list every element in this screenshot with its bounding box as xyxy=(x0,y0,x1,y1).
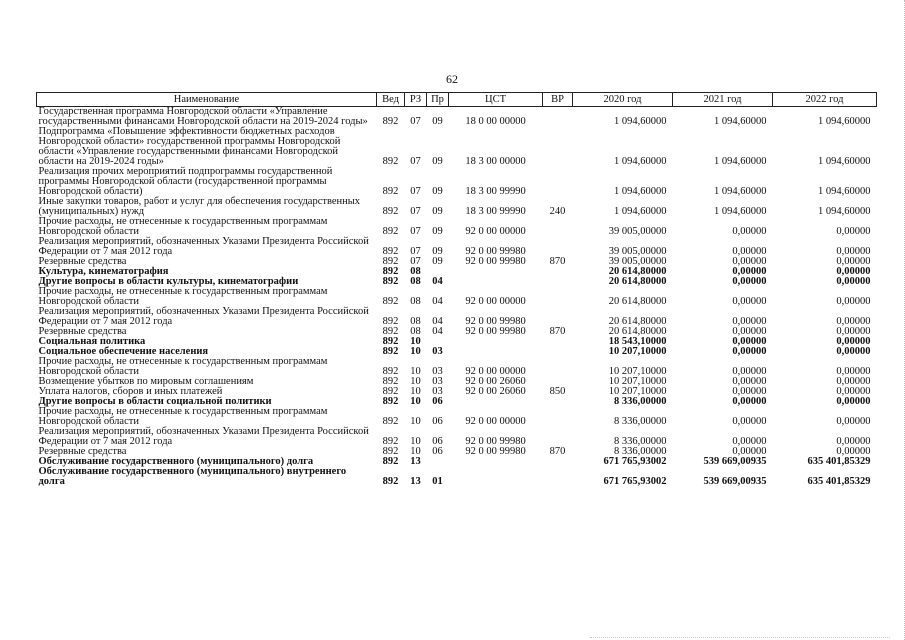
cell-vr: 870 xyxy=(549,256,566,267)
cell-vr: 240 xyxy=(549,206,566,217)
cell-ved: 892 xyxy=(382,116,399,127)
table-row xyxy=(37,127,877,167)
cell-ved: 892 xyxy=(382,276,399,287)
cell-cst xyxy=(449,457,543,467)
cell-ved: 892 xyxy=(382,436,399,447)
cell-name: Возмещение убытков по мировым соглашениям xyxy=(38,376,254,387)
cell-pr: 09 xyxy=(432,226,443,237)
cell-2022: 0,00000 xyxy=(836,266,871,277)
cell-cst: 92 0 00 00000 xyxy=(465,416,526,427)
cell-cst: 18 3 00 99990 xyxy=(465,186,526,197)
cell-2021: 1 094,60000 xyxy=(714,206,767,217)
cell-cst: 92 0 00 26060 xyxy=(465,376,526,387)
cell-cst: 18 0 00 00000 xyxy=(465,116,526,127)
cell-2022: 1 094,60000 xyxy=(818,156,871,167)
cell-rz: 10 xyxy=(410,446,421,457)
cell-rz: 10 xyxy=(410,346,421,357)
cell-vr xyxy=(543,397,573,407)
table-row xyxy=(37,307,877,327)
cell-2021: 0,00000 xyxy=(732,386,767,397)
cell-ved: 892 xyxy=(382,346,399,357)
cell-2021: 0,00000 xyxy=(732,376,767,387)
page-number: 62 xyxy=(446,72,458,86)
cell-ved: 892 xyxy=(382,316,399,327)
cell-pr: 09 xyxy=(432,116,443,127)
table-body xyxy=(37,107,877,488)
cell-2022: 0,00000 xyxy=(836,366,871,377)
cell-2021: 0,00000 xyxy=(732,346,767,357)
cell-2021: 0,00000 xyxy=(732,366,767,377)
table-row xyxy=(37,467,877,487)
cell-vr xyxy=(543,337,573,347)
cell-cst: 92 0 00 99980 xyxy=(465,246,526,257)
cell-2020: 39 005,00000 xyxy=(608,256,667,267)
cell-ved: 892 xyxy=(382,226,399,237)
cell-2020: 1 094,60000 xyxy=(614,116,667,127)
cell-cst: 92 0 00 99980 xyxy=(465,446,526,457)
cell-2022: 1 094,60000 xyxy=(818,206,871,217)
cell-rz: 07 xyxy=(410,116,421,127)
cell-vr xyxy=(543,287,573,307)
cell-rz: 10 xyxy=(410,436,421,447)
cell-cst xyxy=(449,467,543,487)
cell-vr xyxy=(543,167,573,197)
cell-pr: 06 xyxy=(432,416,443,427)
cell-cst xyxy=(449,267,543,277)
cell-rz: 07 xyxy=(410,246,421,257)
cell-2021: 1 094,60000 xyxy=(714,156,767,167)
cell-2022: 0,00000 xyxy=(836,316,871,327)
cell-2020: 20 614,80000 xyxy=(608,266,667,277)
cell-name: Уплата налогов, сборов и иных платежей xyxy=(38,386,223,397)
cell-rz: 07 xyxy=(410,186,421,197)
cell-rz: 07 xyxy=(410,256,421,267)
cell-pr: 04 xyxy=(432,316,443,327)
cell-2020: 10 207,10000 xyxy=(608,346,667,357)
cell-ved: 892 xyxy=(382,156,399,167)
cell-2020: 39 005,00000 xyxy=(608,246,667,257)
cell-2022: 0,00000 xyxy=(836,386,871,397)
cell-2022: 0,00000 xyxy=(836,346,871,357)
cell-2020: 18 543,10000 xyxy=(608,336,667,347)
cell-rz: 07 xyxy=(410,206,421,217)
table-row xyxy=(37,107,877,128)
scan-edge-mark xyxy=(900,0,905,640)
cell-ved: 892 xyxy=(382,396,399,407)
cell-2020: 1 094,60000 xyxy=(614,186,667,197)
cell-vr xyxy=(543,457,573,467)
cell-2022: 0,00000 xyxy=(836,436,871,447)
cell-vr xyxy=(543,267,573,277)
cell-vr xyxy=(543,347,573,357)
cell-2021: 0,00000 xyxy=(732,326,767,337)
header-rz: РЗ xyxy=(405,93,427,107)
cell-2020: 671 765,93002 xyxy=(603,476,667,487)
cell-2021: 0,00000 xyxy=(732,276,767,287)
table-row xyxy=(37,237,877,257)
cell-ved: 892 xyxy=(382,366,399,377)
table-row xyxy=(37,407,877,427)
cell-2021: 1 094,60000 xyxy=(714,116,767,127)
cell-rz: 10 xyxy=(410,366,421,377)
cell-ved: 892 xyxy=(382,376,399,387)
cell-name: Прочие расходы, не отнесенные к государственным программам Новгородской области xyxy=(38,216,328,237)
cell-name: Реализация мероприятий, обозначенных Указами Президента Российской Федерации от 7 мая 2012 года xyxy=(38,426,369,447)
cell-pr: 06 xyxy=(432,396,443,407)
cell-vr xyxy=(543,307,573,327)
cell-pr: 03 xyxy=(432,376,443,387)
cell-2022: 0,00000 xyxy=(836,396,871,407)
cell-rz: 07 xyxy=(410,156,421,167)
budget-table xyxy=(36,92,877,487)
cell-ved: 892 xyxy=(382,446,399,457)
cell-pr: 04 xyxy=(432,276,443,287)
header-ved: Вед xyxy=(377,93,405,107)
cell-vr xyxy=(543,127,573,167)
cell-name: Обслуживание государственного (муниципального) долга xyxy=(38,456,314,467)
header-2020: 2020 год xyxy=(573,93,673,107)
cell-2020: 20 614,80000 xyxy=(608,326,667,337)
cell-cst: 92 0 00 99980 xyxy=(465,316,526,327)
cell-pr: 03 xyxy=(432,366,443,377)
cell-pr: 03 xyxy=(432,346,443,357)
cell-rz: 10 xyxy=(410,396,421,407)
cell-cst: 18 3 00 00000 xyxy=(465,156,526,167)
header-2022: 2022 год xyxy=(773,93,877,107)
cell-name: Обслуживание государственного (муниципального) внутреннего долга xyxy=(38,466,347,487)
cell-name: Прочие расходы, не отнесенные к государственным программам Новгородской области xyxy=(38,406,328,427)
cell-vr xyxy=(543,277,573,287)
cell-cst: 92 0 00 99980 xyxy=(465,326,526,337)
table-header-row xyxy=(37,93,877,107)
cell-2021: 0,00000 xyxy=(732,256,767,267)
cell-cst xyxy=(449,337,543,347)
cell-2022: 1 094,60000 xyxy=(818,186,871,197)
header-vr: ВР xyxy=(543,93,573,107)
cell-2020: 8 336,00000 xyxy=(614,446,667,457)
cell-vr xyxy=(543,107,573,128)
cell-2020: 39 005,00000 xyxy=(608,226,667,237)
cell-2020: 20 614,80000 xyxy=(608,276,667,287)
table-row xyxy=(37,427,877,447)
cell-2021: 0,00000 xyxy=(732,266,767,277)
cell-ved: 892 xyxy=(382,246,399,257)
cell-ved: 892 xyxy=(382,186,399,197)
cell-vr xyxy=(543,407,573,427)
cell-2022: 1 094,60000 xyxy=(818,116,871,127)
cell-rz: 08 xyxy=(410,316,421,327)
cell-2021: 0,00000 xyxy=(732,446,767,457)
table-row xyxy=(37,197,877,217)
cell-rz: 10 xyxy=(410,336,421,347)
cell-vr: 870 xyxy=(549,326,566,337)
cell-cst: 92 0 00 00000 xyxy=(465,226,526,237)
cell-vr xyxy=(543,467,573,487)
table-row xyxy=(37,217,877,237)
cell-name: Прочие расходы, не отнесенные к государственным программам Новгородской области xyxy=(38,356,328,377)
cell-name: Культура, кинематография xyxy=(38,266,169,277)
cell-ved: 892 xyxy=(382,326,399,337)
cell-name: Реализация мероприятий, обозначенных Указами Президента Российской Федерации от 7 мая 2012 года xyxy=(38,306,369,327)
table-row xyxy=(37,287,877,307)
cell-2020: 8 336,00000 xyxy=(614,396,667,407)
cell-2022: 635 401,85329 xyxy=(807,456,871,467)
cell-2022: 0,00000 xyxy=(836,376,871,387)
cell-2021: 0,00000 xyxy=(732,316,767,327)
cell-2022: 0,00000 xyxy=(836,446,871,457)
cell-rz: 10 xyxy=(410,376,421,387)
header-cst: ЦСТ xyxy=(449,93,543,107)
cell-2021: 0,00000 xyxy=(732,226,767,237)
cell-2020: 8 336,00000 xyxy=(614,436,667,447)
cell-pr: 06 xyxy=(432,436,443,447)
cell-name: Реализация прочих мероприятий подпрограммы государственной программы Новгородской области (государственной программы Новгородской области) xyxy=(38,166,333,197)
cell-vr: 850 xyxy=(549,386,566,397)
cell-2020: 1 094,60000 xyxy=(614,206,667,217)
cell-ved: 892 xyxy=(382,476,399,487)
cell-2021: 0,00000 xyxy=(732,416,767,427)
cell-cst xyxy=(449,397,543,407)
cell-vr xyxy=(543,427,573,447)
cell-2022: 635 401,85329 xyxy=(807,476,871,487)
cell-ved: 892 xyxy=(382,456,399,467)
cell-rz: 07 xyxy=(410,226,421,237)
scan-bottom-mark xyxy=(590,635,890,638)
cell-2021: 0,00000 xyxy=(732,336,767,347)
cell-rz: 13 xyxy=(410,476,421,487)
cell-2022: 0,00000 xyxy=(836,246,871,257)
cell-2022: 0,00000 xyxy=(836,226,871,237)
cell-2022: 0,00000 xyxy=(836,276,871,287)
cell-name: Другие вопросы в области социальной политики xyxy=(38,396,272,407)
cell-ved: 892 xyxy=(382,206,399,217)
cell-2022: 0,00000 xyxy=(836,296,871,307)
cell-name: Другие вопросы в области культуры, кинематографии xyxy=(38,276,299,287)
header-2021: 2021 год xyxy=(673,93,773,107)
cell-name: Социальное обеспечение населения xyxy=(38,346,209,357)
cell-name: Резервные средства xyxy=(38,326,127,337)
table-row xyxy=(37,357,877,377)
cell-cst: 92 0 00 26060 xyxy=(465,386,526,397)
cell-cst: 18 3 00 99990 xyxy=(465,206,526,217)
cell-rz: 08 xyxy=(410,326,421,337)
cell-2022: 0,00000 xyxy=(836,416,871,427)
cell-pr xyxy=(427,457,449,467)
cell-2020: 10 207,10000 xyxy=(608,386,667,397)
cell-2021: 539 669,00935 xyxy=(703,456,767,467)
table-row xyxy=(37,167,877,197)
cell-2020: 671 765,93002 xyxy=(603,456,667,467)
cell-name: Прочие расходы, не отнесенные к государственным программам Новгородской области xyxy=(38,286,328,307)
cell-vr xyxy=(543,357,573,377)
header-name: Наименование xyxy=(37,93,377,107)
cell-vr: 870 xyxy=(549,446,566,457)
cell-2020: 10 207,10000 xyxy=(608,366,667,377)
cell-pr: 09 xyxy=(432,206,443,217)
cell-2021: 0,00000 xyxy=(732,396,767,407)
cell-pr: 04 xyxy=(432,296,443,307)
cell-ved: 892 xyxy=(382,416,399,427)
cell-name: Резервные средства xyxy=(38,256,127,267)
cell-2020: 20 614,80000 xyxy=(608,316,667,327)
cell-cst xyxy=(449,277,543,287)
cell-2021: 0,00000 xyxy=(732,296,767,307)
cell-2021: 0,00000 xyxy=(732,436,767,447)
cell-pr: 09 xyxy=(432,156,443,167)
header-pr: Пр xyxy=(427,93,449,107)
cell-ved: 892 xyxy=(382,296,399,307)
cell-rz: 10 xyxy=(410,416,421,427)
cell-cst: 92 0 00 00000 xyxy=(465,366,526,377)
cell-pr: 09 xyxy=(432,256,443,267)
cell-pr: 03 xyxy=(432,386,443,397)
cell-name: Иные закупки товаров, работ и услуг для обеспечения государственных (муниципальных) нужд xyxy=(38,196,361,217)
cell-cst xyxy=(449,347,543,357)
cell-pr: 01 xyxy=(432,476,443,487)
cell-rz: 10 xyxy=(410,386,421,397)
cell-cst: 92 0 00 00000 xyxy=(465,296,526,307)
cell-rz: 08 xyxy=(410,266,421,277)
cell-cst: 92 0 00 99980 xyxy=(465,436,526,447)
cell-2021: 539 669,00935 xyxy=(703,476,767,487)
cell-2021: 0,00000 xyxy=(732,246,767,257)
cell-pr: 06 xyxy=(432,446,443,457)
cell-2020: 20 614,80000 xyxy=(608,296,667,307)
cell-ved: 892 xyxy=(382,266,399,277)
cell-name: Подпрограмма «Повышение эффективности бюджетных расходов Новгородской области» государственной программы Новгородской области «Управление государственными финансами Новгородской области на 2019-2024 годы» xyxy=(38,126,341,167)
cell-vr xyxy=(543,217,573,237)
cell-name: Реализация мероприятий, обозначенных Указами Президента Российской Федерации от 7 мая 2012 года xyxy=(38,236,369,257)
cell-2020: 1 094,60000 xyxy=(614,156,667,167)
cell-pr: 09 xyxy=(432,246,443,257)
cell-rz: 08 xyxy=(410,296,421,307)
cell-ved: 892 xyxy=(382,386,399,397)
cell-2022: 0,00000 xyxy=(836,336,871,347)
cell-2022: 0,00000 xyxy=(836,326,871,337)
cell-2021: 1 094,60000 xyxy=(714,186,767,197)
cell-2020: 8 336,00000 xyxy=(614,416,667,427)
cell-cst: 92 0 00 99980 xyxy=(465,256,526,267)
cell-ved: 892 xyxy=(382,336,399,347)
cell-name: Государственная программа Новгородской области «Управление государственными финансами Новгородской области на 2019-2024 годы» xyxy=(38,106,368,127)
cell-name: Резервные средства xyxy=(38,446,127,457)
cell-pr: 09 xyxy=(432,186,443,197)
cell-ved: 892 xyxy=(382,256,399,267)
cell-rz: 08 xyxy=(410,276,421,287)
cell-pr: 04 xyxy=(432,326,443,337)
cell-vr xyxy=(543,237,573,257)
cell-name: Социальная политика xyxy=(38,336,146,347)
cell-2022: 0,00000 xyxy=(836,256,871,267)
cell-rz: 13 xyxy=(410,456,421,467)
cell-2020: 10 207,10000 xyxy=(608,376,667,387)
